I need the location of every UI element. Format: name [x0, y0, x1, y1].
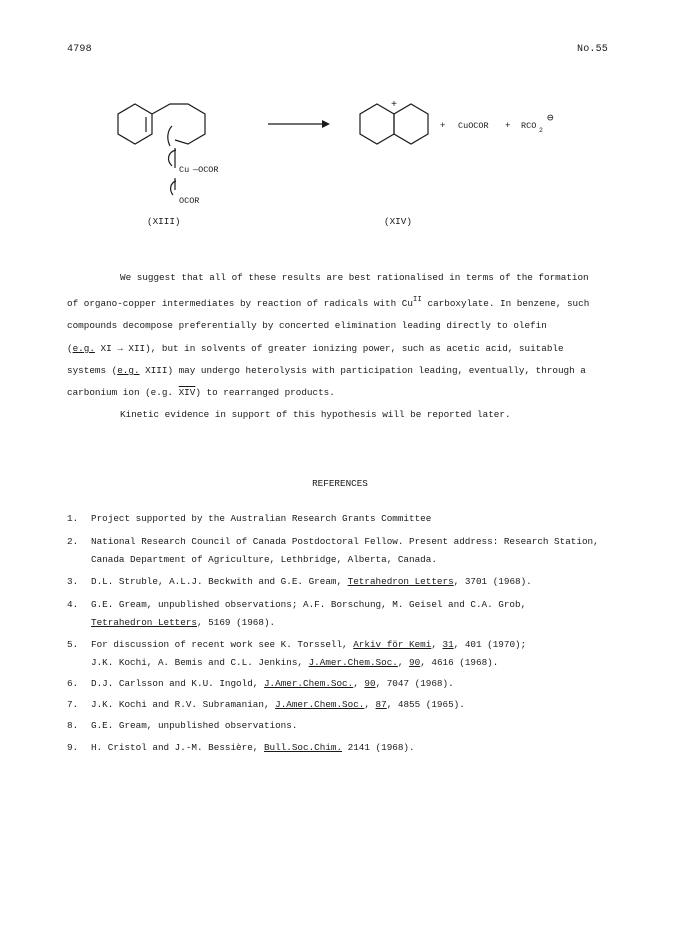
- cuocor-product: CuOCOR: [458, 121, 489, 131]
- reaction-arrow: [268, 120, 330, 128]
- label-xiii: (XIII): [147, 216, 181, 227]
- paragraph-line-6: carbonium ion (e.g. $\overline{XIV}$) to rearranged products.: [67, 387, 335, 399]
- journal-title: Arkiv för Kemi: [353, 639, 432, 650]
- carbocation-charge: +: [391, 100, 398, 111]
- volume: 90: [364, 678, 376, 689]
- ocor-bottom-label: OCOR: [179, 196, 200, 206]
- label-xiv: (XIV): [384, 216, 412, 227]
- plus-sign-1: +: [440, 121, 446, 131]
- page-number: 4798: [67, 44, 92, 55]
- reference-9: 9. H. Cristol and J.-M. Bessière, Bull.Soc.Chim. 2141 (1968).: [67, 742, 415, 753]
- reference-8: 8. G.E. Gream, unpublished observations.: [67, 720, 298, 731]
- paragraph-line-4: (e.g. XI → XII), but in solvents of greater ionizing power, such as acetic acid, suitable: [67, 342, 564, 354]
- paragraph-line-1: We suggest that all of these results are best rationalised in terms of the formation: [120, 272, 589, 283]
- journal-title: Bull.Soc.Chim.: [263, 742, 343, 753]
- reference-2: 2. National Research Council of Canada Postdoctoral Fellow. Present address: Research Station, Canada Department of Agriculture, Lethbridge, Alberta, Canada.: [67, 536, 599, 565]
- electron-arrow-1: [168, 126, 172, 146]
- rco2-product: RCO: [521, 121, 537, 131]
- side-chain: [152, 104, 205, 144]
- journal-issue: No.55: [577, 44, 609, 55]
- reaction-scheme: [0, 0, 680, 240]
- ocor-top-label: —OCOR: [193, 165, 219, 175]
- paragraph-line-7: Kinetic evidence in support of this hypothesis will be reported later.: [120, 409, 511, 421]
- anion-charge: ⊖: [547, 113, 554, 125]
- volume: 87: [375, 699, 387, 710]
- journal-title: Tetrahedron Letters: [347, 576, 454, 587]
- plus-sign-2: +: [505, 121, 511, 131]
- reference-7: 7. J.K. Kochi and R.V. Subramanian, J.Amer.Chem.Soc., 87, 4855 (1965).: [67, 699, 465, 710]
- decalin-ring-right: [394, 104, 428, 144]
- paragraph-line-5: systems (e.g. XIII) may undergo heterolysis with participation leading, eventually, through a: [67, 364, 586, 376]
- reference-6: 6. D.J. Carlsson and K.U. Ingold, J.Amer.Chem.Soc., 90, 7047 (1968).: [67, 678, 454, 689]
- rco2-subscript: 2: [539, 127, 543, 134]
- journal-title: J.Amer.Chem.Soc.: [308, 657, 398, 668]
- body-paragraph: [67, 267, 622, 426]
- reference-1: 1. Project supported by the Australian Research Grants Committee: [67, 513, 432, 524]
- cyclohexene-ring: [118, 104, 152, 144]
- paragraph-line-3: compounds decompose preferentially by concerted elimination leading directly to olefin: [67, 320, 547, 332]
- journal-title: Tetrahedron Letters: [91, 617, 198, 628]
- decalin-ring-left: [360, 104, 394, 144]
- oxidation-state: II: [412, 296, 422, 305]
- reference-4: 4. G.E. Gream, unpublished observations; A.F. Borschung, M. Geisel and C.A. Grob, Tetrahedron Letters, 5169 (1968).: [67, 599, 527, 628]
- volume: 90: [409, 657, 421, 668]
- paragraph-line-2: of organo-copper intermediates by reaction of radicals with $Cu^{II}$ carboxylate. In benzene, such: [67, 296, 590, 310]
- volume: 31: [442, 639, 454, 650]
- references-heading: REFERENCES: [312, 478, 368, 489]
- reference-3: 3. D.L. Struble, A.L.J. Beckwith and G.E. Gream, Tetrahedron Letters, 3701 (1968).: [67, 576, 532, 587]
- journal-title: J.Amer.Chem.Soc.: [275, 699, 365, 710]
- journal-title: J.Amer.Chem.Soc.: [263, 678, 354, 689]
- reference-5: 5. For discussion of recent work see K. Torssell, Arkiv för Kemi, 31, 401 (1970); J.K. Kochi, A. Bemis and C.L. Jenkins, J.Amer.Chem.Soc., 90, 4616 (1968).: [67, 639, 527, 668]
- structure-xiii: [118, 104, 205, 195]
- cu-label: Cu: [179, 165, 190, 175]
